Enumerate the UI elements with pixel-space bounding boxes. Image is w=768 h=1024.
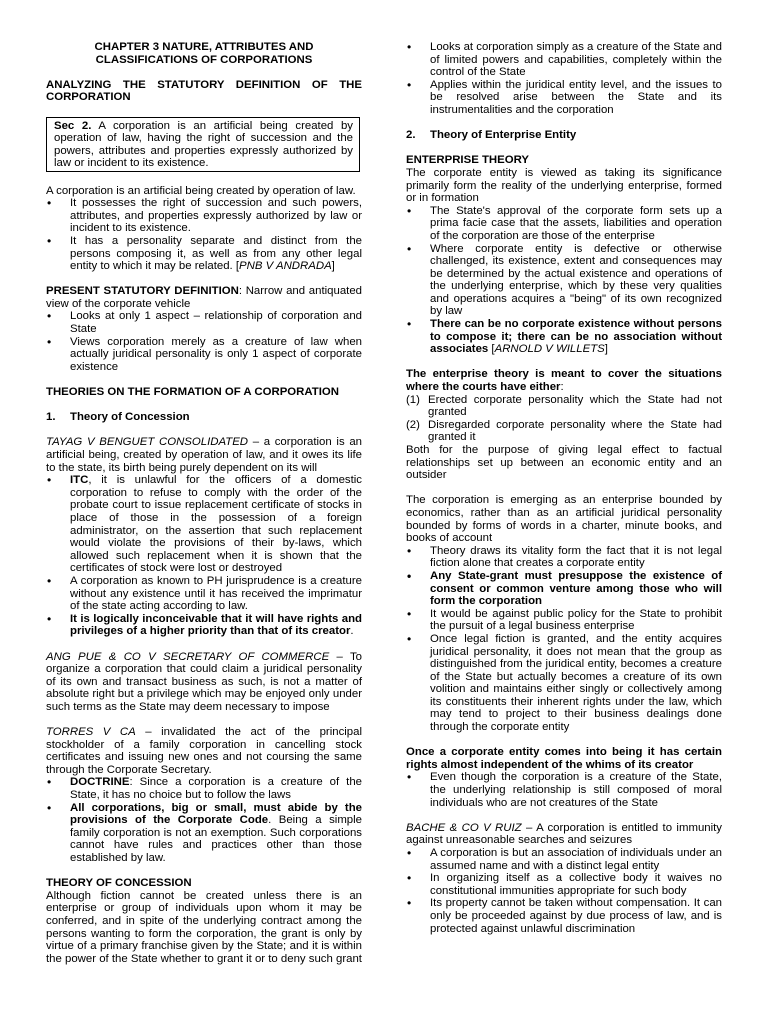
definition-bullet: • It has a personality separate and distinct from the persons composing it, as well as from any other legal entity to which it may be related. [PNB V ANDRADA] (46, 235, 362, 273)
emerging-bullet: • It would be against public policy for the State to prohibit the pursuit of a legal business enterprise (406, 608, 722, 633)
concession-subheading: 1. Theory of Concession (46, 411, 190, 424)
bache-bullet: • In organizing itself as a collective body it waives no constitutional immunities appropriate for such body (406, 872, 722, 897)
tayag-bullet: • A corporation as known to PH jurisprudence is a creature without any existence until it has received the imprimatur of the state acting according to law. (46, 575, 362, 613)
present-bullet: • Views corporation merely as a creature of law when actually juridical personality is only 1 aspect of corporate existence (46, 336, 362, 374)
both-purpose-text: Both for the purpose of giving legal effect to factual relationships set up between an economic entity and an outsider (406, 444, 722, 482)
case-name: TORRES V CA (46, 726, 136, 739)
itc-bullet: • ITC, it is unlawful for the officers of a domestic corporation to refuse to comply with the order of the probate court to issue replacement certificate of stocks in place of those in the possession of a foreign administrator, on the assertion that such replacement would violate the provisions of their by-laws, which allowed such replacement when it is shown that the certificates of stock were lost or destroyed (46, 474, 362, 575)
once-heading: Once a corporate entity comes into being it has certain rights almost independent of the whims of its creator (406, 746, 722, 771)
cover-heading: The enterprise theory is meant to cover the situations where the courts have either: (406, 368, 722, 394)
left-column (46, 41, 362, 965)
enterprise-bullets (406, 205, 722, 356)
tayag-paragraph: TAYAG V BENGUET CONSOLIDATED – a corporation is an artificial being, created by operation of law, and it owes its life to the state, its birth being purely dependent on its will (46, 436, 362, 474)
sec2-text: A corporation is an artificial being created by operation of law, having the right of succession and the powers, attributes and properties expressly authorized by law or incident to its existence. (54, 119, 354, 170)
cover-item: (1) Erected corporate personality which the State had not granted (406, 393, 722, 419)
bache-paragraph: BACHE & CO V RUIZ – A corporation is entitled to immunity against unreasonable searches and seizures (406, 821, 722, 847)
concession-bullets-continued (406, 41, 722, 117)
chapter-title-line-2: CLASSIFICATIONS OF CORPORATIONS (95, 53, 313, 66)
tayag-bullets (46, 474, 362, 638)
enterprise-bullet: • The State's approval of the corporate form sets up a prima facie case that the assets, liabilities and operation of the corporation are those of the enterprise (406, 205, 722, 243)
theories-heading: THEORIES ON THE FORMATION OF A CORPORATION (46, 386, 339, 399)
emerging-bullets (406, 545, 722, 734)
emerging-bullet: • Theory draws its vitality form the fact that it is not legal fiction alone that creates a corporate entity (406, 545, 722, 570)
cover-item: (2) Disregarded corporate personality where the State had granted it (406, 418, 722, 444)
definition-intro: A corporation is an artificial being created by operation of law. (46, 184, 356, 197)
bache-bullet: • Its property cannot be taken without compensation. It can only be proceeded against by due process of law, and is protected against unlawful discrimination (406, 897, 722, 935)
enterprise-theory-heading: ENTERPRISE THEORY (406, 154, 529, 167)
case-name: ANG PUE & CO V SECRETARY OF COMMERCE (46, 650, 330, 663)
concession-bullet: • Applies within the juridical entity level, and the issues to be resolved arise between the State and its instrumentalities and the corporation (406, 79, 722, 117)
definition-bullet: • It possesses the right of succession and such powers, attributes, and properties expressly authorized by law or incident to its existence. (46, 197, 362, 235)
tayag-bullet: • It is logically inconceivable that it will have rights and privileges of a higher priority than that of its creator. (46, 613, 362, 638)
torres-paragraph: TORRES V CA – invalidated the act of the principal stockholder of a family corporation in cancelling stock certificates and issuing new ones and not coursing the same through the Corporate Secretary. (46, 726, 362, 776)
chapter-title-line-1: CHAPTER 3 NATURE, ATTRIBUTES AND (94, 41, 314, 53)
present-bullet: • Looks at only 1 aspect – relationship of corporation and State (46, 310, 362, 335)
case-name: TAYAG V BENGUET CONSOLIDATED (46, 436, 249, 449)
right-column (406, 41, 722, 935)
enterprise-subheading: 2. Theory of Enterprise Entity (406, 129, 577, 142)
case-name: PNB V ANDRADA (239, 260, 332, 273)
enterprise-theory-text: The corporate entity is viewed as taking its significance primarily form the reality of the underlying enterprise, formed or in formation (406, 166, 722, 205)
enterprise-bullet: • Where corporate entity is defective or otherwise challenged, its existence, extent and consequences may be determined by the actual existence and operations of the underlying enterprise, which by these very qualities and operations acquires a "being" of its own recognized by law (406, 243, 722, 319)
emerging-text: The corporation is emerging as an enterprise bounded by economics, rather than as an artificial juridical personality bounded by forms of words in a charter, minute books, and books of account (406, 494, 722, 545)
once-bullets (406, 771, 722, 809)
willets-bullet: • There can be no corporate existence without persons to compose it; there can be no association without associates [ARNOLD V WILLETS] (406, 318, 722, 356)
definition-bullets (46, 197, 362, 273)
emerging-bullet: • Any State-grant must presuppose the existence of consent or common venture among those who will form the corporation (406, 570, 722, 608)
concession-bullet: • Looks at corporation simply as a creature of the State and of limited powers and capabilities, completely within the control of the State (406, 41, 722, 79)
analyzing-heading: ANALYZING THE STATUTORY DEFINITION OF THE CORPORATION (46, 78, 362, 104)
doctrine-bullet: • DOCTRINE: Since a corporation is a creature of the State, it has no choice but to follow the laws (46, 776, 362, 801)
once-bullet: • Even though the corporation is a creature of the State, the underlying relationship is still composed of moral individuals who are not creatures of the State (406, 771, 722, 809)
all-corporations-bullet: • All corporations, big or small, must abide by the provisions of the Corporate Code. Being a simple family corporation is not an exemption. Such corporations cannot have rules and practices other than those established by law. (46, 802, 362, 865)
sec2-label: Sec 2. (54, 119, 92, 132)
emerging-bullet: • Once legal fiction is granted, and the entity acquires juridical personality, it does not mean that the group as distinguished from the juridical entity, becomes a creature of the State but actually becomes a creature of its own volition and maintains either singly or collectively among its constituents their inherent rights under the law, which may tend to project to their business dealings done through the corporate entity (406, 633, 722, 734)
bache-bullets (406, 847, 722, 935)
present-definition: PRESENT STATUTORY DEFINITION: Narrow and antiquated view of the corporate vehicle (46, 285, 362, 310)
section-2-box (46, 117, 360, 172)
case-name: ARNOLD V WILLETS (494, 343, 605, 356)
present-bullets (46, 310, 362, 373)
torres-bullets (46, 776, 362, 864)
theory-of-concession-heading: THEORY OF CONCESSION (46, 877, 192, 890)
bache-bullet: • A corporation is but an association of individuals under an assumed name and with a distinct legal entity (406, 847, 722, 872)
theory-of-concession-text: Although fiction cannot be created unless there is an enterprise or group of individuals upon whom it may be conferred, and in spite of the underlying contract among the persons wanting to form the corporation, the grant is only by virtue of a primary franchise given by the State; and it is within the power of the State whether to grant it or to deny such grant (46, 889, 362, 965)
case-name: BACHE & CO V RUIZ (406, 821, 522, 834)
ang-pue-paragraph: ANG PUE & CO V SECRETARY OF COMMERCE – To organize a corporation that could claim a juridical personality of its own and transact business as such, is not a matter of absolute right but a privilege which may be enjoyed only under such terms as the State may deem necessary to impose (46, 650, 362, 713)
